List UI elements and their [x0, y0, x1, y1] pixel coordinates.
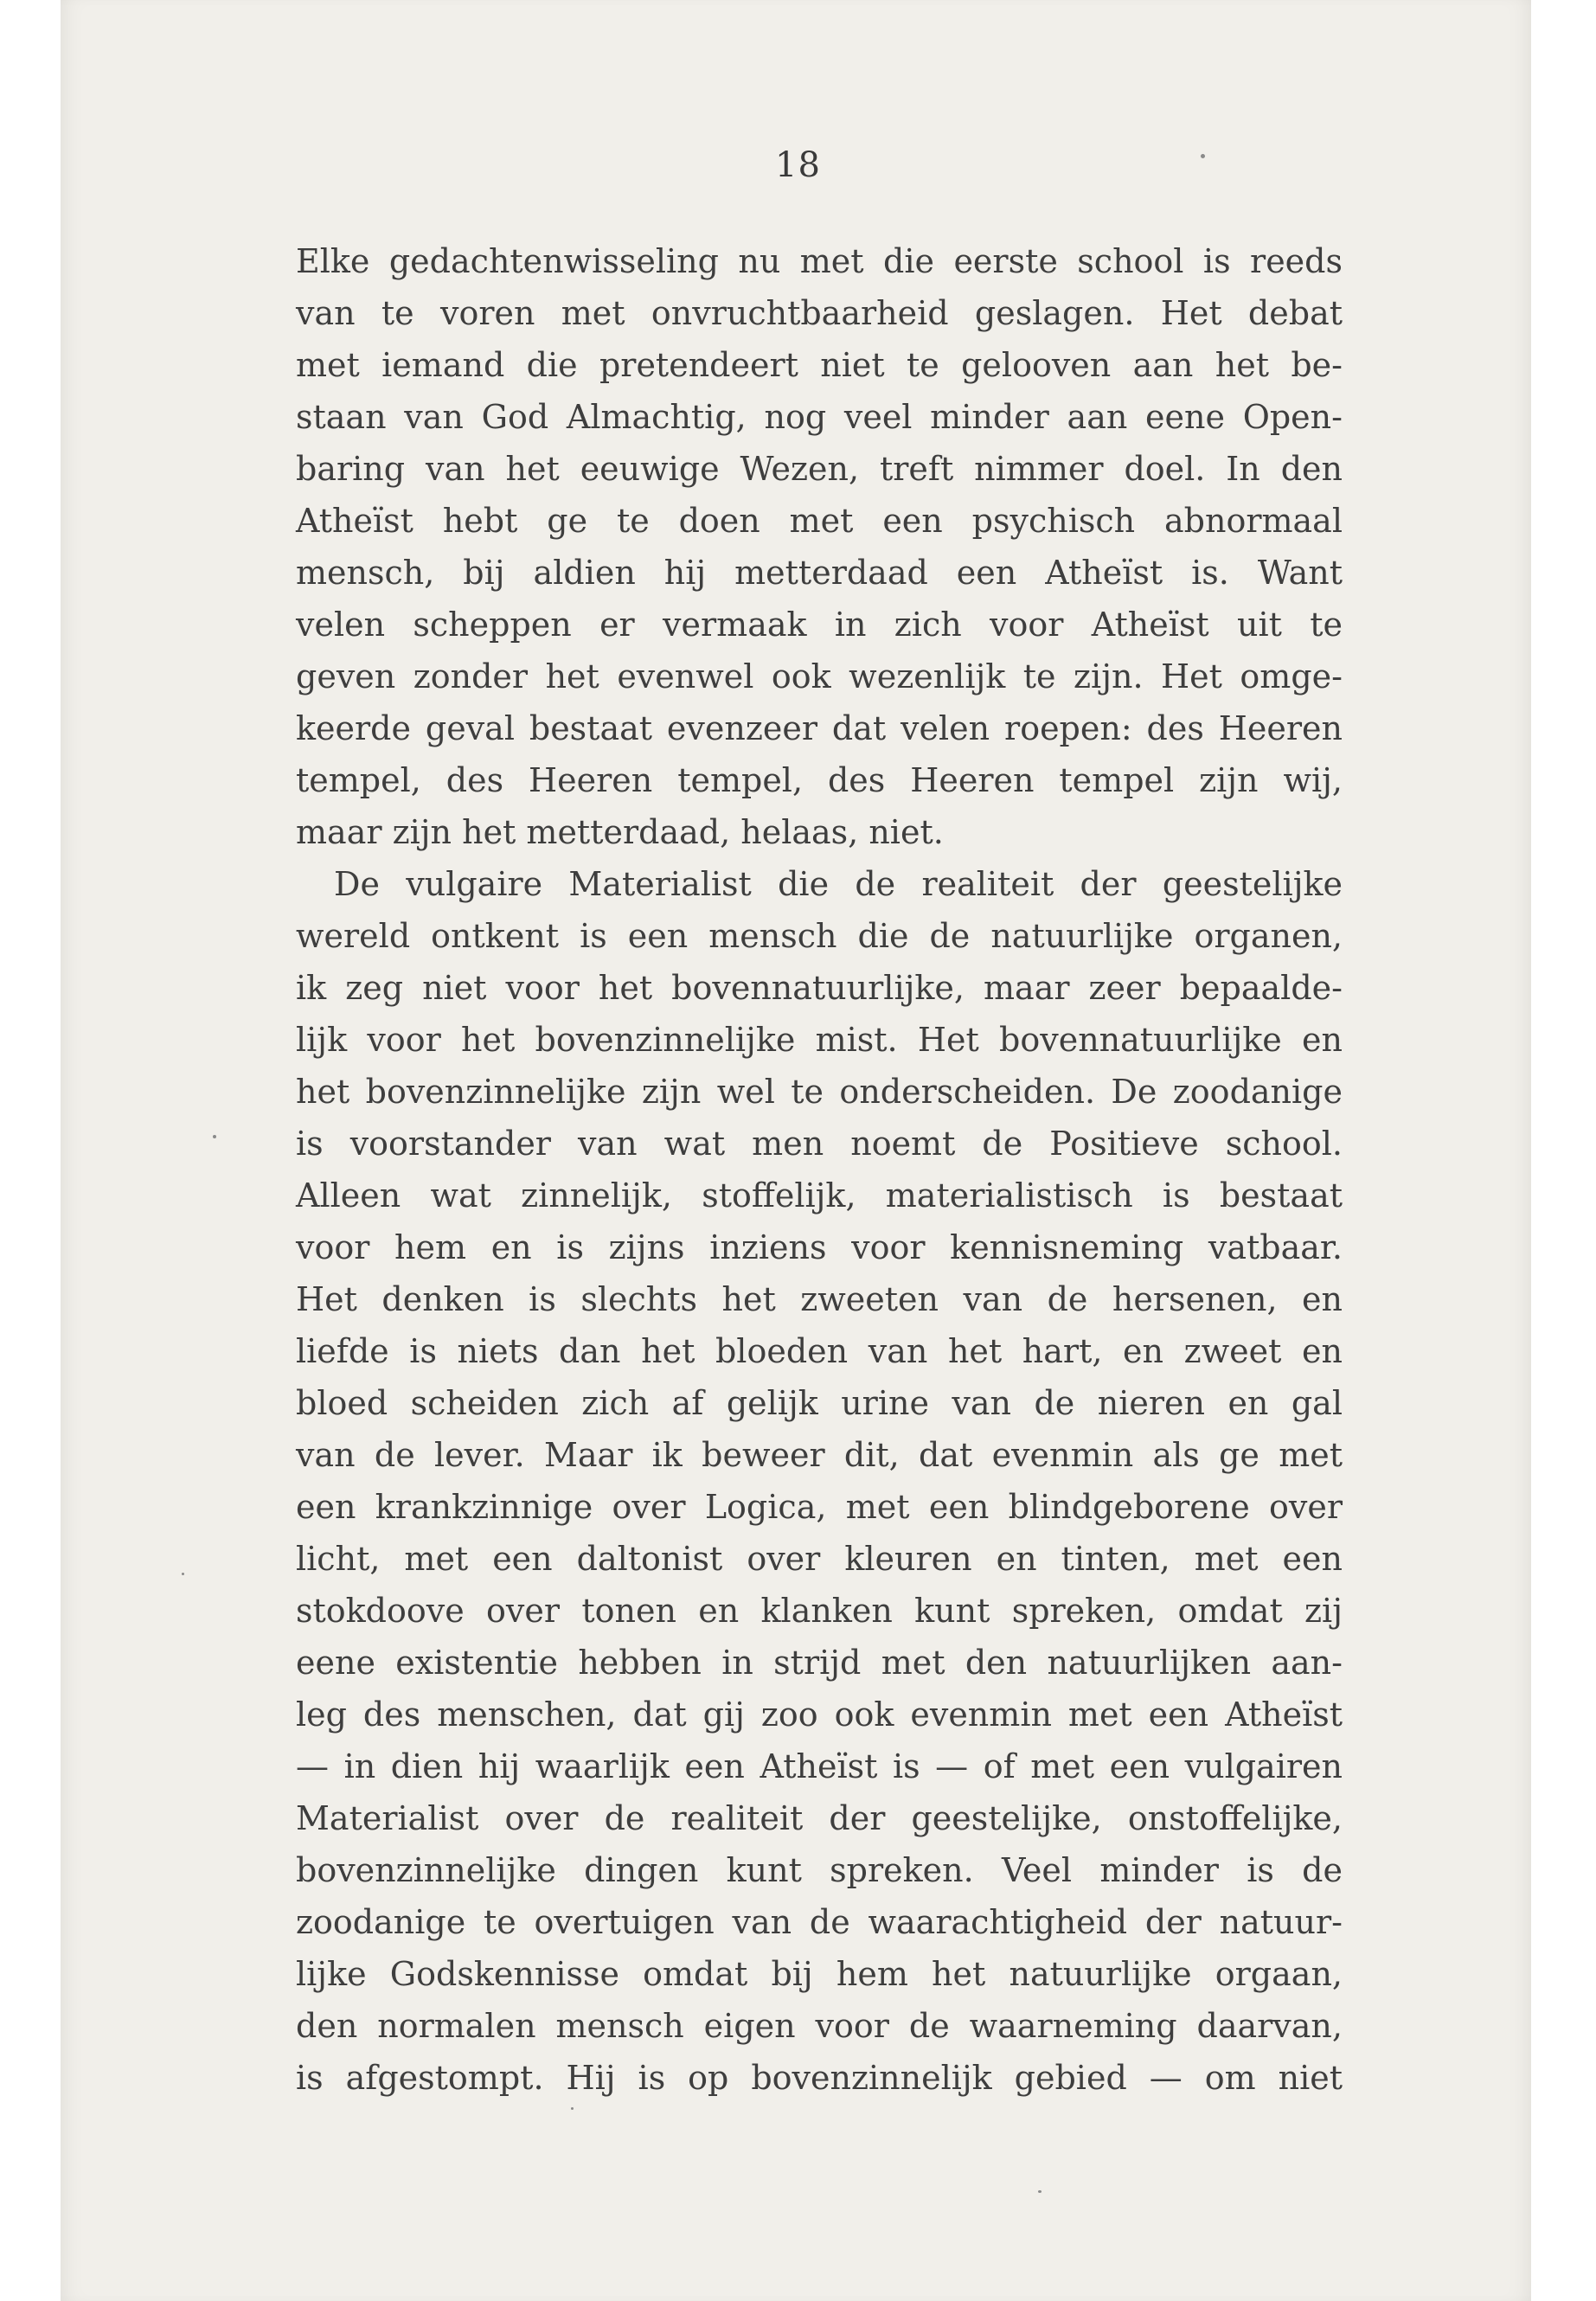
text-line: ik zeg niet voor het bovennatuurlijke, maar zeer bepaalde-	[296, 969, 1343, 1007]
text-line: voor hem en is zijns inziens voor kennisneming vatbaar.	[296, 1228, 1343, 1266]
text-line: leg des menschen, dat gij zoo ook evenmin met een Atheïst	[296, 1695, 1343, 1734]
text-line: wereld ontkent is een mensch die de natuurlijke organen,	[296, 917, 1343, 955]
text-line: — in dien hij waarlijk een Atheïst is — of met een vulgairen	[296, 1747, 1343, 1785]
text-line: is afgestompt. Hij is op bovenzinnelijk gebied — om niet	[296, 2059, 1343, 2097]
text-line: mensch, bij aldien hij metterdaad een Atheïst is. Want	[296, 554, 1343, 592]
body-text	[296, 235, 1343, 2104]
text-line: maar zijn het metterdaad, helaas, niet.	[296, 813, 944, 851]
text-line: stokdoove over tonen en klanken kunt spreken, omdat zij	[296, 1592, 1343, 1630]
dust-speck	[571, 2107, 574, 2110]
dust-speck	[1038, 2190, 1042, 2193]
text-line: bloed scheiden zich af gelijk urine van de nieren en gal	[296, 1384, 1343, 1422]
dust-speck	[213, 1135, 216, 1138]
text-line: Alleen wat zinnelijk, stoffelijk, materialistisch is bestaat	[296, 1176, 1343, 1215]
text-line: De vulgaire Materialist die de realiteit der geestelijke	[334, 865, 1343, 903]
text-line: bovenzinnelijke dingen kunt spreken. Veel minder is de	[296, 1851, 1343, 1889]
text-line: met iemand die pretendeert niet te gelooven aan het be-	[296, 346, 1343, 384]
text-line: het bovenzinnelijke zijn wel te onderscheiden. De zoodanige	[296, 1073, 1343, 1111]
text-line: tempel, des Heeren tempel, des Heeren tempel zijn wij,	[296, 761, 1343, 799]
text-line: eene existentie hebben in strijd met den natuurlijken aan-	[296, 1644, 1343, 1682]
text-line: den normalen mensch eigen voor de waarneming daarvan,	[296, 2007, 1343, 2045]
text-line: staan van God Almachtig, nog veel minder aan eene Open-	[296, 398, 1343, 436]
text-line: een krankzinnige over Logica, met een blindgeborene over	[296, 1488, 1343, 1526]
page-number: 18	[775, 145, 821, 185]
text-line: geven zonder het evenwel ook wezenlijk te zijn. Het omge-	[296, 657, 1343, 695]
text-line: van de lever. Maar ik beweer dit, dat evenmin als ge met	[296, 1436, 1343, 1474]
dust-speck	[182, 1573, 184, 1575]
text-line: zoodanige te overtuigen van de waarachtigheid der natuur-	[296, 1903, 1343, 1941]
text-line: Materialist over de realiteit der geestelijke, onstoffelijke,	[296, 1799, 1343, 1837]
text-line: Elke gedachtenwisseling nu met die eerste school is reeds	[296, 242, 1343, 280]
text-line: velen scheppen er vermaak in zich voor Atheïst uit te	[296, 606, 1343, 644]
text-line: keerde geval bestaat evenzeer dat velen roepen: des Heeren	[296, 709, 1343, 747]
dust-speck	[1201, 154, 1205, 158]
text-line: licht, met een daltonist over kleuren en tinten, met een	[296, 1540, 1343, 1578]
text-line: Atheïst hebt ge te doen met een psychisch abnormaal	[296, 502, 1343, 540]
text-line: liefde is niets dan het bloeden van het hart, en zweet en	[296, 1332, 1343, 1370]
text-line: Het denken is slechts het zweeten van de hersenen, en	[296, 1280, 1343, 1318]
text-line: baring van het eeuwige Wezen, treft nimmer doel. In den	[296, 450, 1343, 488]
text-line: is voorstander van wat men noemt de Positieve school.	[296, 1125, 1343, 1163]
text-line: lijke Godskennisse omdat bij hem het natuurlijke orgaan,	[296, 1955, 1343, 1993]
text-line: lijk voor het bovenzinnelijke mist. Het bovennatuurlijke en	[296, 1021, 1343, 1059]
text-line: van te voren met onvruchtbaarheid geslagen. Het debat	[296, 294, 1343, 332]
